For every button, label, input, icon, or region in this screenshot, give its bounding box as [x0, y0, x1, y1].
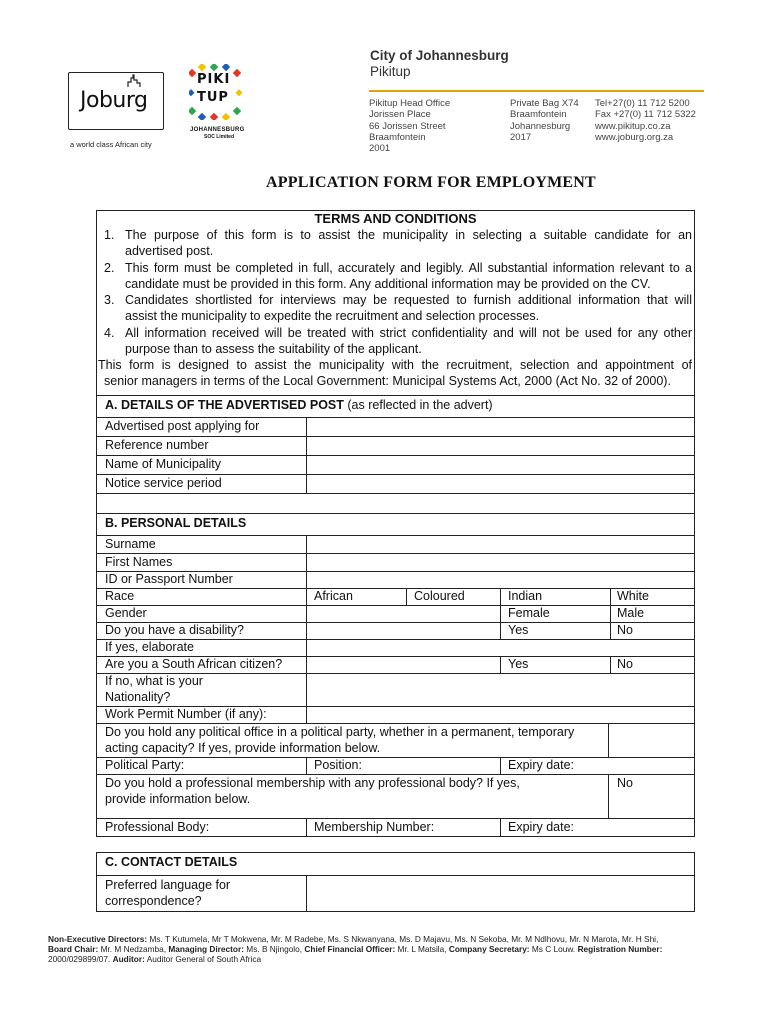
footer-label: Board Chair:	[48, 944, 99, 955]
option-label: No	[617, 657, 633, 671]
term-line: advertised post.	[125, 244, 214, 258]
disability-elaborate-field[interactable]	[306, 640, 694, 656]
section-a-header	[96, 396, 695, 418]
row-label: Notice service period	[105, 476, 222, 490]
table-row	[96, 536, 695, 554]
address-line: Braamfontein	[369, 131, 426, 143]
nationality-field[interactable]	[306, 674, 694, 706]
section-a-title: A. DETAILS OF THE ADVERTISED POST (as reflected in the advert)	[105, 398, 493, 412]
footer-label: Auditor:	[112, 954, 145, 965]
address-line: Fax +27(0) 11 712 5322	[595, 109, 696, 121]
table-row	[96, 640, 695, 657]
row-label: Race	[105, 589, 135, 603]
skyline-icon	[126, 74, 146, 88]
section-c-header	[96, 852, 695, 876]
footer-text: Mr. M Nedzamba,	[100, 944, 167, 955]
row-label: Surname	[105, 537, 156, 551]
table-row	[96, 437, 695, 456]
footer	[48, 934, 720, 965]
option-label: Coloured	[414, 589, 465, 603]
gender-option-female[interactable]	[500, 606, 610, 622]
form-title: APPLICATION FORM FOR EMPLOYMENT	[266, 174, 596, 191]
table-row	[96, 674, 695, 707]
address-line: Johannesburg	[510, 120, 571, 132]
race-option-african[interactable]	[306, 589, 406, 605]
row-label: If yes, elaborate	[105, 640, 194, 654]
first-names-field[interactable]	[306, 554, 694, 571]
term-line: All information received will be treated with strict confidentiality and will not be used for any other	[125, 326, 692, 340]
table-row	[96, 456, 695, 475]
joburg-logo-text: Joburg	[80, 88, 148, 113]
address-line: Tel+27(0) 11 712 5200	[595, 98, 690, 109]
address-line: Private Bag X74	[510, 98, 579, 109]
row-label: Are you a South African citizen?	[105, 657, 283, 671]
gender-blank	[306, 606, 500, 622]
professional-body-label: Professional Body:	[105, 820, 210, 834]
address-line: 2017	[510, 131, 532, 143]
option-label: Yes	[508, 623, 529, 637]
row-label: Do you hold any political office in a political party, whether in a permanent, temporary	[105, 725, 575, 739]
term-line: purpose than to assess the suitability of the applicant.	[125, 342, 422, 356]
professional-membership-answer[interactable]	[608, 775, 694, 818]
table-row	[96, 418, 695, 437]
option-label: African	[314, 589, 353, 603]
table-row	[96, 623, 695, 640]
political-office-answer[interactable]	[608, 724, 694, 757]
option-label: Indian	[508, 589, 543, 603]
footer-text: Ms C Louw.	[531, 944, 576, 955]
row-label: Reference number	[105, 438, 209, 452]
row-label: Preferred language for	[105, 878, 231, 892]
table-row	[96, 589, 695, 606]
option-label: No	[617, 623, 633, 637]
membership-label: Membership Number:	[314, 820, 435, 834]
citizen-blank	[306, 657, 500, 673]
row-label: Gender	[105, 606, 147, 620]
org-sub: Pikitup	[370, 64, 411, 79]
row-label: Do you hold a professional membership with any professional body? If yes,	[105, 776, 520, 790]
notice-period-field[interactable]	[306, 475, 694, 493]
row-label: ID or Passport Number	[105, 572, 233, 586]
option-label: No	[617, 776, 633, 790]
citizen-option-yes[interactable]	[500, 657, 610, 673]
address-line: www.pikitup.co.za	[595, 120, 671, 132]
row-label: Name of Municipality	[105, 457, 222, 471]
address-col-2	[510, 98, 579, 143]
footer-label: Managing Director:	[168, 944, 244, 955]
address-col-1	[369, 98, 450, 154]
address-col-3	[595, 98, 696, 143]
position-label: Position:	[314, 758, 362, 772]
expiry-date-cell[interactable]	[500, 758, 694, 774]
race-option-coloured[interactable]	[406, 589, 500, 605]
expiry-label: Expiry date:	[508, 758, 575, 772]
terms-title: TERMS AND CONDITIONS	[314, 211, 477, 226]
advertised-post-field[interactable]	[306, 418, 694, 436]
table-row	[96, 724, 695, 758]
table-row	[96, 657, 695, 674]
address-line: Pikitup Head Office	[369, 98, 451, 109]
spacer-row	[96, 494, 695, 514]
disability-blank	[306, 623, 500, 639]
political-party-label: Political Party:	[105, 758, 185, 772]
terms-paragraph-line: This form is designed to assist the municipality with the recruitment, selection and appointment of	[98, 358, 692, 372]
race-option-indian[interactable]	[500, 589, 610, 605]
work-permit-field[interactable]	[306, 707, 694, 723]
option-label: Yes	[508, 657, 529, 671]
term-number: 2.	[104, 261, 115, 275]
row-label: Advertised post applying for	[105, 419, 260, 433]
option-label: Female	[508, 606, 550, 620]
address-line: Braamfontein	[510, 109, 567, 121]
footer-text: 2000/029899/07.	[48, 954, 111, 965]
term-line: This form must be completed in full, accurately and legibly. All substantial information relevant to a	[125, 261, 692, 275]
address-line: Jorissen Place	[369, 109, 431, 121]
org-name: City of Johannesburg	[370, 48, 509, 63]
header-rule	[369, 90, 704, 92]
table-row	[96, 475, 695, 494]
municipality-name-field[interactable]	[306, 456, 694, 474]
footer-label: Chief Financial Officer:	[304, 944, 396, 955]
row-label: First Names	[105, 555, 173, 569]
reference-number-field[interactable]	[306, 437, 694, 455]
pikitup-logo-sub2: SOC Limited	[204, 134, 235, 140]
section-b-header	[96, 514, 695, 536]
pikitup-logo-line2: TUP	[197, 90, 229, 105]
section-c-title: C. CONTACT DETAILS	[105, 855, 238, 869]
table-row	[96, 554, 695, 572]
pikitup-logo-sub1: JOHANNESBURG	[190, 127, 245, 133]
id-number-field[interactable]	[306, 572, 694, 588]
footer-label: Registration Number:	[577, 944, 663, 955]
term-line: candidate must be provided in this form. Any additional information may be provided on the CV.	[125, 277, 651, 291]
term-number: 3.	[104, 293, 115, 307]
gender-option-male[interactable]	[610, 606, 694, 622]
row-label: acting capacity? If yes, provide information below.	[105, 741, 381, 755]
disability-option-no[interactable]	[610, 623, 694, 639]
joburg-tagline: a world class African city	[70, 140, 152, 149]
row-label: Do you have a disability?	[105, 623, 244, 637]
membership-number-cell[interactable]	[306, 819, 500, 836]
address-line: 66 Jorissen Street	[369, 120, 446, 132]
row-label: If no, what is your	[105, 674, 203, 688]
footer-text: Ms. T Kutumela, Mr T Mokwena, Mr. M Radebe, Ms. S Nkwanyana, Ms. D Majavu, Ms. N Sekoba, Mr. M Ndlhovu, Mr. N Marota, Mr. H Shi,	[149, 934, 659, 944]
terms-paragraph-line: senior managers in terms of the Local Government: Municipal Systems Act, 2000 (Act No. 32 of 2000).	[104, 374, 671, 388]
table-row	[96, 775, 695, 819]
race-option-white[interactable]	[610, 589, 694, 605]
term-number: 4.	[104, 326, 115, 340]
pikitup-logo-line1: PIKI	[197, 72, 231, 87]
term-line: Candidates shortlisted for interviews may be requested to furnish additional information that will	[125, 293, 692, 307]
footer-text: Mr. L Matsila,	[397, 944, 447, 955]
table-row	[96, 572, 695, 589]
table-row	[96, 707, 695, 724]
row-label: correspondence?	[105, 894, 202, 908]
surname-field[interactable]	[306, 536, 694, 553]
row-label: Nationality?	[105, 690, 171, 704]
disability-option-yes[interactable]	[500, 623, 610, 639]
footer-label: Company Secretary:	[448, 944, 530, 955]
term-line: The purpose of this form is to assist the municipality in selecting a suitable candidate for an	[125, 228, 692, 242]
row-label: Work Permit Number (if any):	[105, 707, 267, 721]
table-row	[96, 876, 695, 912]
address-line: 2001	[369, 143, 391, 155]
term-line: assist the municipality to expedite the recruitment and selection processes.	[125, 309, 540, 323]
membership-expiry-cell[interactable]	[500, 819, 694, 836]
row-label: provide information below.	[105, 792, 251, 806]
section-b-title: B. PERSONAL DETAILS	[105, 516, 247, 530]
address-line: www.joburg.org.za	[595, 131, 674, 143]
citizen-option-no[interactable]	[610, 657, 694, 673]
term-number: 1.	[104, 228, 115, 242]
footer-text: Auditor General of South Africa	[146, 954, 262, 965]
table-row	[96, 819, 695, 837]
table-row	[96, 606, 695, 623]
footer-text: Ms. B Njingolo,	[246, 944, 303, 955]
option-label: Male	[617, 606, 645, 620]
preferred-language-field[interactable]	[306, 876, 694, 911]
table-row	[96, 758, 695, 775]
footer-label: Non-Executive Directors:	[48, 934, 148, 944]
option-label: White	[617, 589, 649, 603]
expiry-label: Expiry date:	[508, 820, 575, 834]
position-cell[interactable]	[306, 758, 500, 774]
